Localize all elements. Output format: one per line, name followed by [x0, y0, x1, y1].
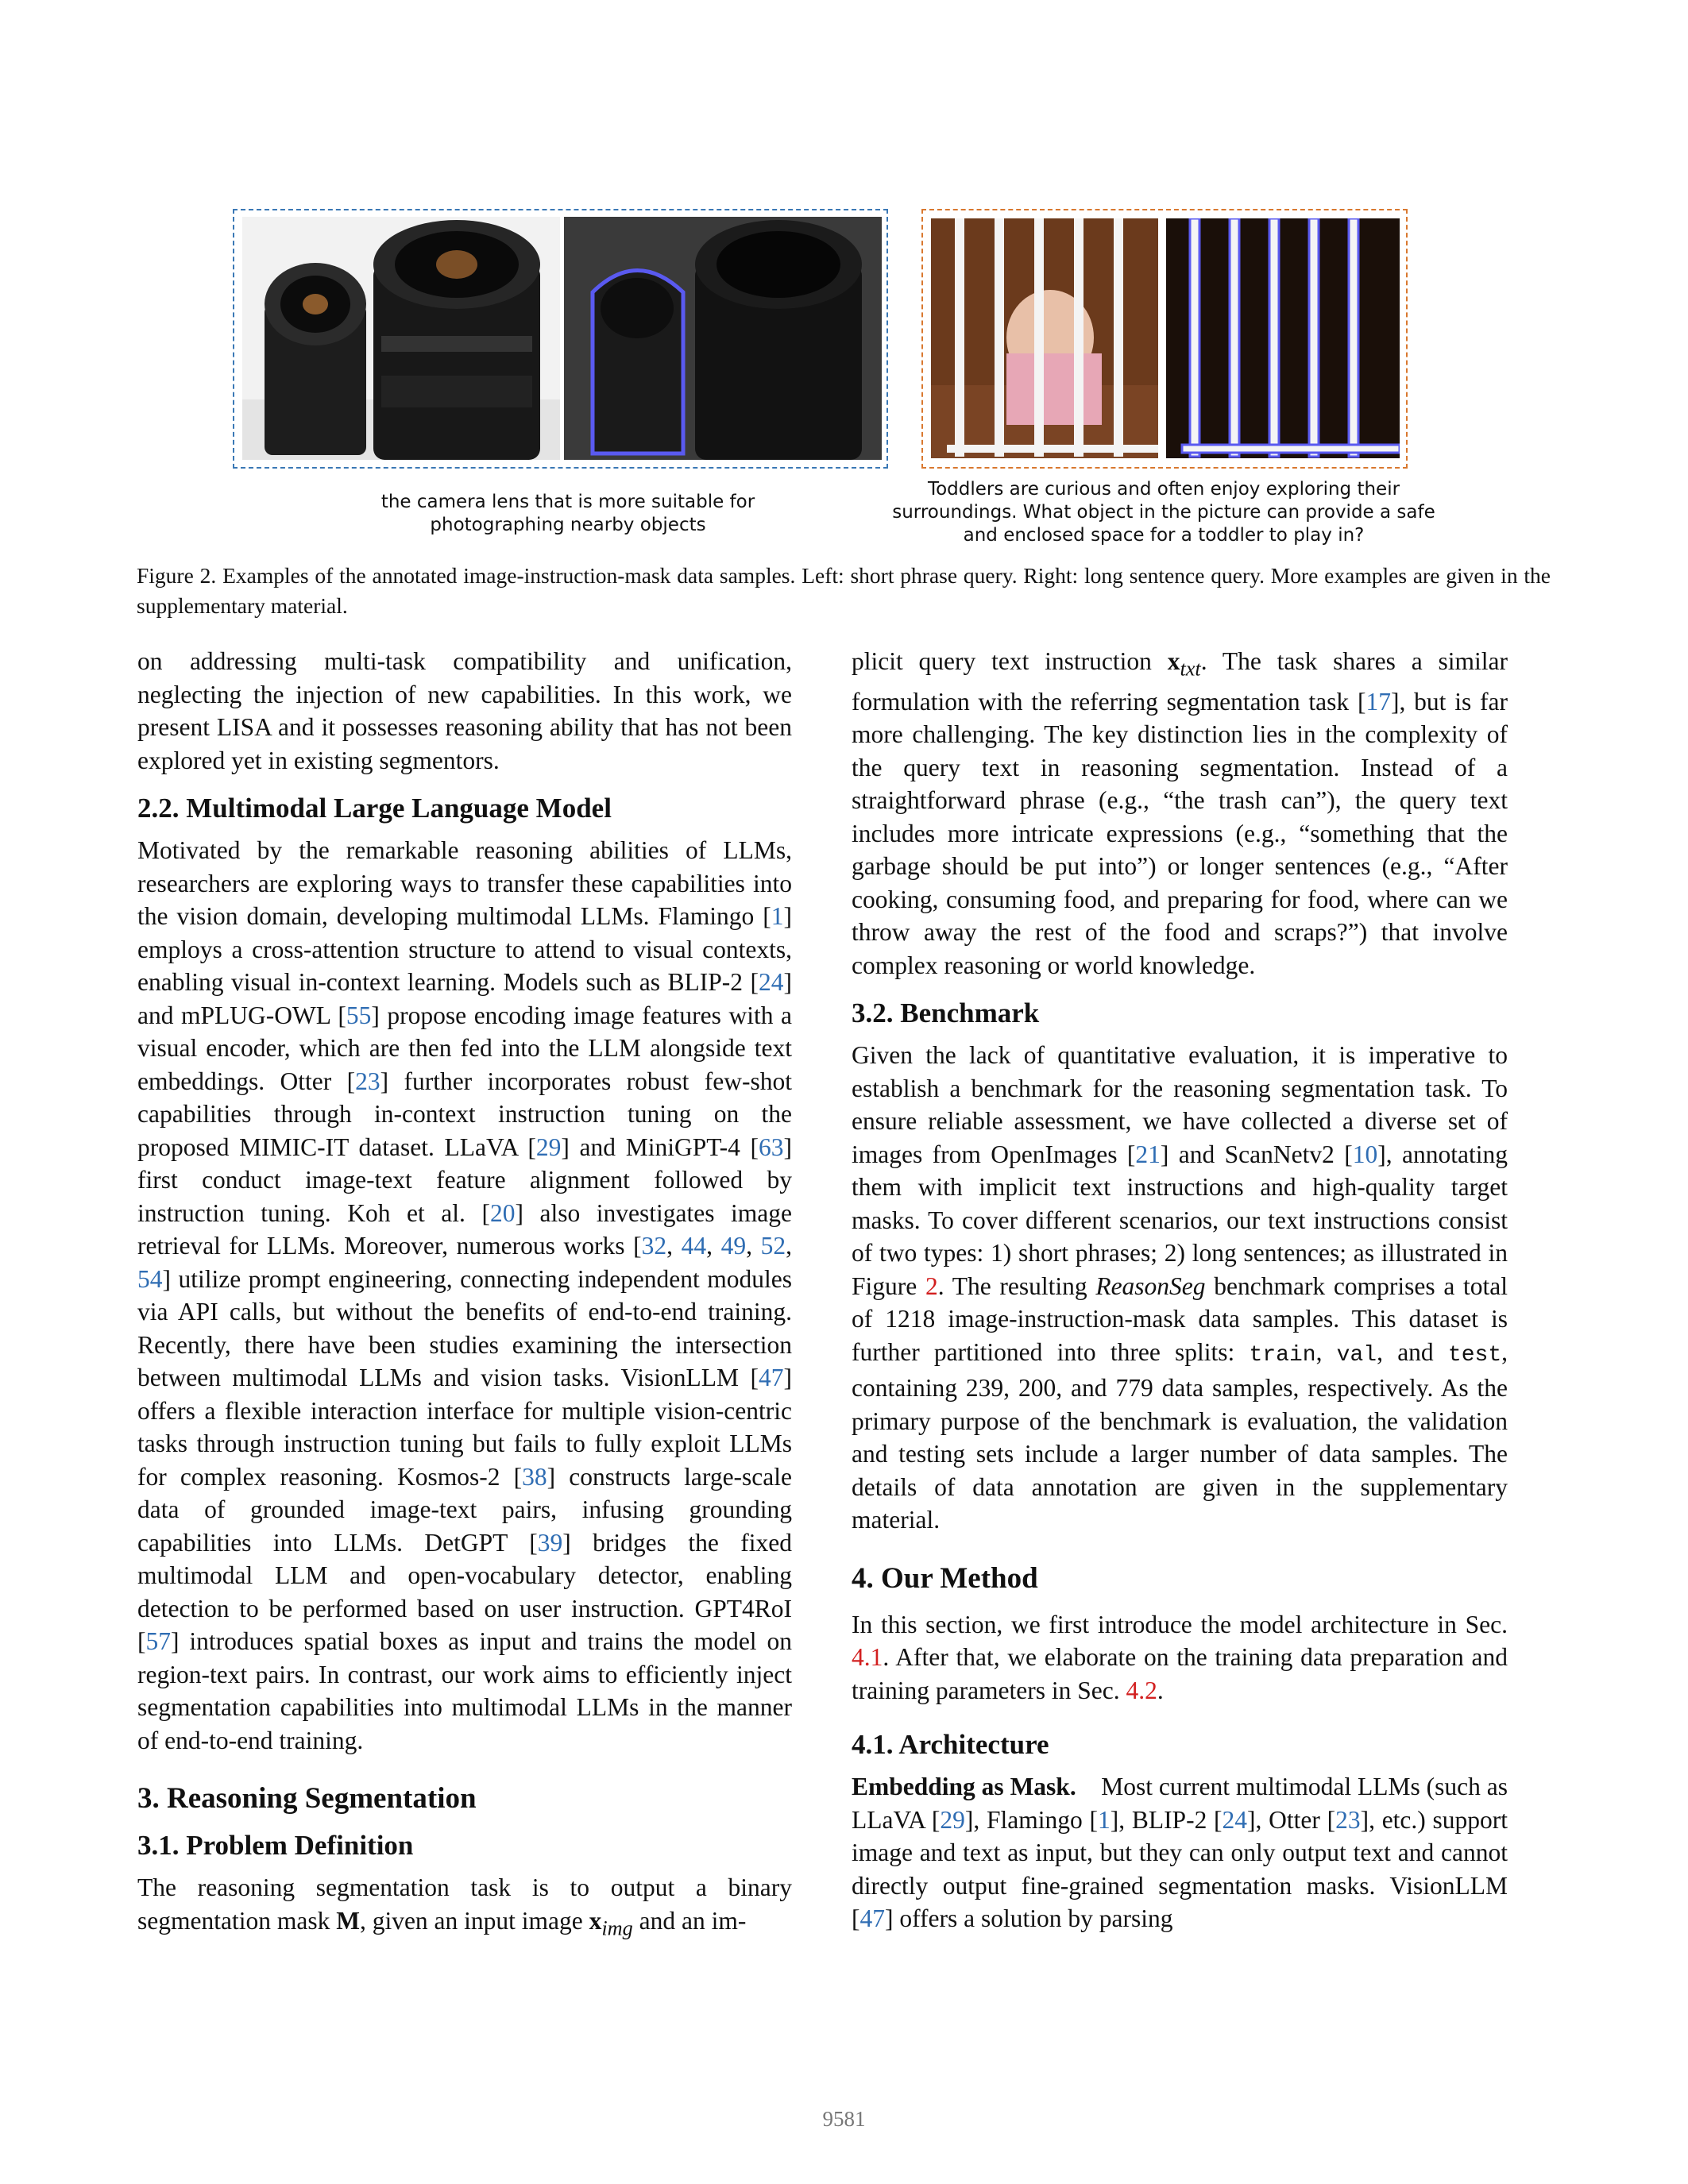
citation-link[interactable]: 24 — [759, 968, 784, 996]
citation-link[interactable]: 23 — [1335, 1805, 1361, 1834]
citation-link[interactable]: 47 — [759, 1364, 784, 1391]
paragraph: Embedding as Mask. Most current multimodal LLMs (such as LLaVA [29], Flamingo [1], BLIP-2 [24], Otter [23], etc.) support image and text as input, but they can only output text and cannot directly output fine-grained segmentation masks. VisionLLM [47] offers a solution by parsing — [852, 1773, 1508, 1933]
section-heading: 4. Our Method — [852, 1561, 1038, 1595]
left-column — [137, 645, 792, 1944]
citation-link[interactable]: 63 — [759, 1133, 784, 1161]
toddler-gate-mask-photo — [1166, 218, 1400, 458]
citation-link[interactable]: 29 — [535, 1133, 562, 1161]
citation-link[interactable]: 57 — [145, 1627, 171, 1655]
figure-link[interactable]: 2 — [925, 1271, 938, 1300]
paragraph: Given the lack of quantitative evaluation, it is imperative to establish a benchmark for the reasoning segmentation task. To ensure reliable assessment, we have collected a diverse set of images from OpenImages [21] and ScanNetv2 [10], annotating them with implicit text instructions and high-quality target masks. To cover different scenarios, our text instructions consist of two types: 1) short phrases; 2) long sentences; as illustrated in Figure 2. The resulting ReasonSeg benchmark comprises a total of 1218 image-instruction-mask data samples. This dataset is further partitioned into three splits: train, val, and test, containing 239, 200, and 779 data samples, respectively. As the primary purpose of the benchmark is evaluation, the validation and testing sets include a larger number of data samples. The details of data annotation are given in the supplementary material. — [852, 1041, 1508, 1534]
paragraph: on addressing multi-task compatibility and unification, neglecting the injection of new capabilities. In this work, we present LISA and it possesses reasoning ability that has not been explored yet in existing segmentors. — [137, 647, 792, 774]
citation-link[interactable]: 54 — [137, 1264, 163, 1293]
citation-link[interactable]: 39 — [537, 1528, 563, 1557]
citation-link[interactable]: 47 — [859, 1904, 885, 1933]
toddler-gate-photo — [931, 218, 1158, 458]
paragraph: The reasoning segmentation task is to output a binary segmentation mask M, given an input image $x_{img}$ and an im- — [137, 1873, 792, 1939]
camera-lens-mask-photo — [564, 217, 882, 460]
page-number: 9581 — [822, 2107, 866, 2131]
subsection-heading: 3.2. Benchmark — [852, 997, 1040, 1029]
camera-lens-photo — [242, 217, 560, 460]
section-heading: 2.2. Multimodal Large Language Model — [137, 793, 612, 824]
citation-link[interactable]: 52 — [760, 1232, 786, 1260]
paragraph: In this section, we first introduce the model architecture in Sec. 4.1. After that, we elaborate on the training data preparation and training parameters in Sec. 4.2. — [852, 1610, 1508, 1704]
right-example-query: Toddlers are curious and often enjoy exploring their surroundings. What object in the picture can provide a safe and enclosed space for a toddler to play in? — [892, 479, 1435, 546]
section-heading: 3. Reasoning Segmentation — [137, 1782, 477, 1815]
citation-link[interactable]: 1 — [1097, 1805, 1111, 1834]
citation-link[interactable]: 29 — [940, 1805, 965, 1834]
subsection-heading: 4.1. Architecture — [852, 1729, 1049, 1761]
citation-link[interactable]: 44 — [681, 1232, 707, 1260]
section-link[interactable]: 4.2 — [1126, 1676, 1157, 1704]
section-link[interactable]: 4.1 — [852, 1643, 883, 1672]
right-example-frame — [921, 209, 1408, 469]
citation-link[interactable]: 20 — [489, 1198, 516, 1227]
citation-link[interactable]: 23 — [355, 1067, 380, 1095]
citation-link[interactable]: 10 — [1352, 1140, 1378, 1168]
citation-link[interactable]: 32 — [641, 1232, 667, 1260]
paragraph: Motivated by the remarkable reasoning abilities of LLMs, researchers are exploring ways to transfer these capabilities into the vision domain, developing multimodal LLMs. Flamingo [1] employs a cross-attention structure to attend to visual contexts, enabling visual in-context learning. Models such as BLIP-2 [24] and mPLUG-OWL [55] propose encoding image features with a visual encoder, which are then fed into the LLM alongside text embeddings. Otter [23] further incorporates robust few-shot capabilities through in-context instruction tuning on the proposed MIMIC-IT dataset. LLaVA [29] and MiniGPT-4 [63] first conduct image-text feature alignment followed by instruction tuning. Koh et al. [20] also investigates image retrieval for LLMs. Moreover, numerous works [32, 44, 49, 52, 54] utilize prompt engineering, connecting independent modules via API calls, but without the benefits of end-to-end training. Recently, there have been studies examining the intersection between multimodal LLMs and vision tasks. VisionLLM [47] offers a flexible interaction interface for multiple vision-centric tasks through instruction tuning but fails to fully exploit LLMs for complex reasoning. Kosmos-2 [38] constructs large-scale data of grounded image-text pairs, infusing grounding capabilities into LLMs. DetGPT [39] bridges the fixed multimodal LLM and open-vocabulary detector, enabling detection to be performed based on user instruction. GPT4RoI [57] introduces spatial boxes as input and trains the model on region-text pairs. In contrast, our work aims to efficiently inject segmentation capabilities into multimodal LLMs in the manner of end-to-end training. — [137, 836, 793, 1754]
citation-link[interactable]: 21 — [1135, 1140, 1161, 1168]
figure-caption: Figure 2. Examples of the annotated image-instruction-mask data samples. Left: short phrase query. Right: long sentence query. More examples are given in the supplementary material. — [137, 563, 1551, 618]
citation-link[interactable]: 1 — [771, 902, 784, 930]
citation-link[interactable]: 49 — [720, 1232, 747, 1260]
citation-link[interactable]: 38 — [522, 1462, 547, 1491]
citation-link[interactable]: 55 — [346, 1001, 372, 1029]
paragraph: plicit query text instruction $x_{txt}$. The task shares a similar formulation with the referring segmentation task [17], but is far more challenging. The key distinction lies in the complexity of the query text in reasoning segmentation. Instead of a straightforward phrase (e.g., “the trash can”), the query text includes more intricate expressions (e.g., “something that the garbage should be put into”) or longer sentences (e.g., “After cooking, consuming food, and preparing for food, where can we throw away the rest of the food and scraps?”) that involve complex reasoning or world knowledge. — [852, 647, 1508, 979]
citation-link[interactable]: 17 — [1365, 687, 1391, 716]
subsection-heading: 3.1. Problem Definition — [137, 1830, 414, 1861]
paragraph-heading: Embedding as Mask. — [852, 1773, 1076, 1801]
left-example-frame — [233, 209, 888, 469]
figure-2 — [0, 0, 1688, 627]
right-column — [852, 645, 1508, 1935]
left-example-query: the camera lens that is more suitable for photographing nearby objects — [380, 492, 755, 535]
citation-link[interactable]: 24 — [1222, 1805, 1248, 1834]
